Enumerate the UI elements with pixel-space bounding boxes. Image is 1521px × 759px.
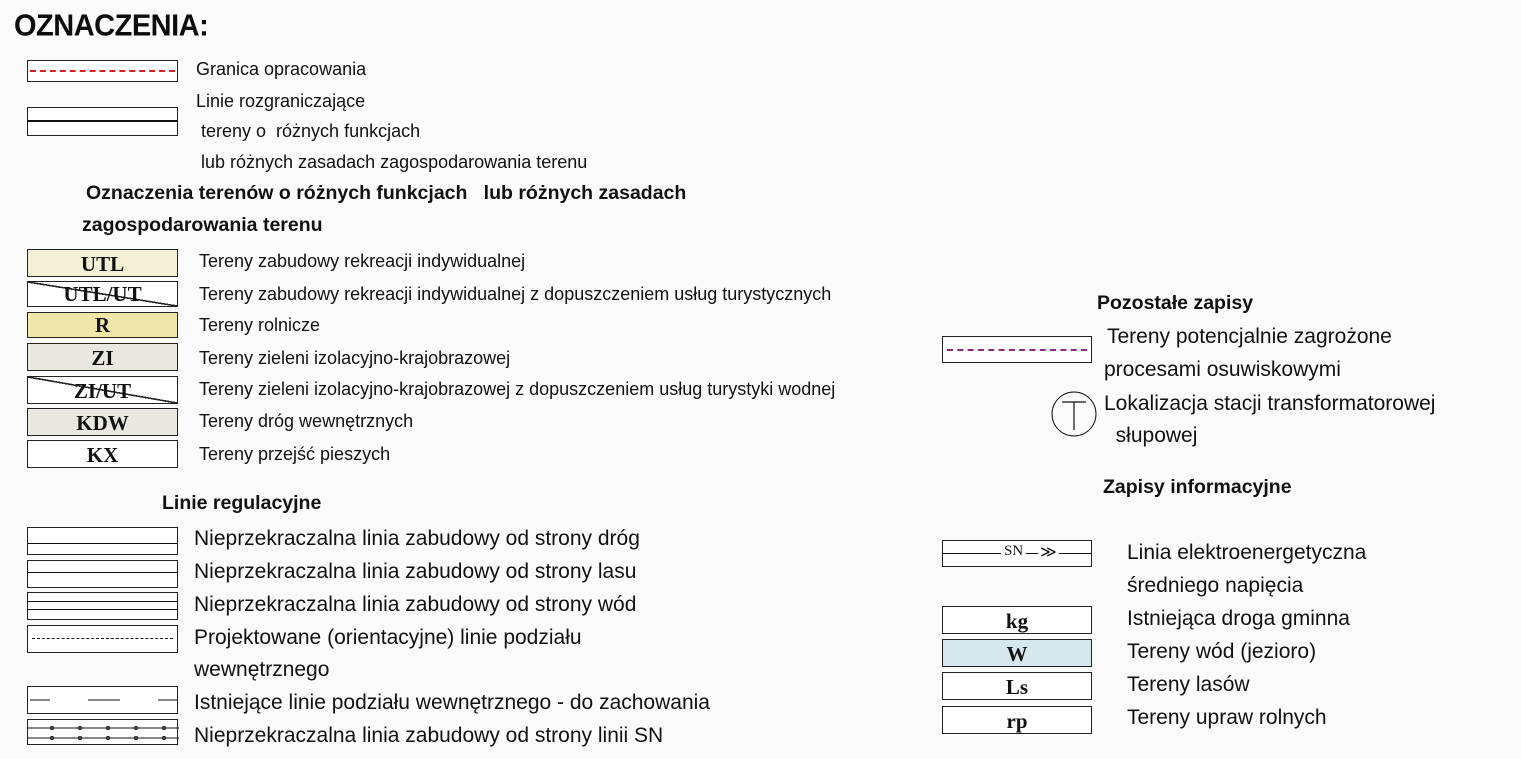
legend-title: OZNACZENIA: [14,9,209,43]
demarcation-label-2: tereny o różnych funkcjach [196,121,421,141]
zone-code-kx: KX [27,440,178,468]
transformer-station-icon [1050,390,1098,438]
other-header: Pozostałe zapisy [1097,292,1254,314]
zone-code-utl-ut: UTL/UT [27,281,178,307]
info-header: Zapisy informacyjne [1103,476,1292,498]
regulation-header: Linie regulacyjne [162,492,322,514]
zone-label-kdw: Tereny dróg wewnętrznych [199,411,414,431]
reg-line-forest-symbol [27,560,178,588]
zone-label-zi-ut: Tereny zieleni izolacyjno-krajobrazowej z dopuszczeniem usług turystyki wodnej [199,379,836,399]
boundary-symbol [27,60,178,82]
demarcation-label-1: Linie rozgraniczające [196,91,366,111]
zone-code-zi-ut: ZI/UT [27,376,178,404]
zone-code-kdw: KDW [27,408,178,436]
zone-label-zi: Tereny zieleni izolacyjno-krajobrazowej [199,348,511,368]
info-code-ls: Ls [942,672,1092,700]
demarcation-label-3: lub różnych zasadach zagospodarowania terenu [196,152,588,172]
transformer-label-2: słupowej [1104,424,1198,447]
reg-line-forest-label: Nieprzekraczalna linia zabudowy od strony lasu [194,560,637,583]
existing-division-symbol [27,686,178,714]
info-code-rp: rp [942,706,1092,734]
info-code-kg: kg [942,606,1092,634]
projected-division-symbol [27,625,178,653]
reg-line-water-label: Nieprzekraczalna linia zabudowy od strony wód [194,593,637,616]
zone-label-utl: Tereny zabudowy rekreacji indywidualnej [199,251,526,271]
zones-header-line1: Oznaczenia terenów o różnych funkcjach lub różnych zasadach [86,182,687,204]
zone-label-kx: Tereny przejść pieszych [199,444,391,464]
zone-code-zi: ZI [27,343,178,371]
demarcation-symbol [27,107,178,136]
power-line-arrow-icon: ≫ [1040,544,1057,561]
power-line-symbol [942,540,1092,567]
existing-division-label: Istniejące linie podziału wewnętrznego - do zachowania [194,691,710,714]
reg-line-roads-label: Nieprzekraczalna linia zabudowy od strony dróg [194,527,640,550]
info-label-ls: Tereny lasów [1127,673,1250,696]
reg-line-roads-symbol [27,527,178,555]
projected-division-label-1: Projektowane (orientacyjne) linie podziału [194,626,582,649]
reg-line-sn-symbol [27,719,178,745]
power-line-code: SN [1001,543,1026,560]
zone-code-utl: UTL [27,249,178,277]
zone-label-r: Tereny rolnicze [199,315,321,335]
reg-line-water-symbol [27,592,178,620]
info-label-kg: Istniejąca droga gminna [1127,607,1350,630]
zone-label-utl-ut: Tereny zabudowy rekreacji indywidualnej z dopuszczeniem usług turystycznych [199,284,832,304]
power-line-label-1: Linia elektroenergetyczna [1127,541,1367,564]
transformer-label-1: Lokalizacja stacji transformatorowej [1104,392,1436,415]
zone-code-r: R [27,312,178,338]
power-line-label-2: średniego napięcia [1127,574,1304,597]
landslide-label-1: Tereny potencjalnie zagrożone [1107,325,1392,348]
projected-division-label-2: wewnętrznego [194,658,330,681]
landslide-label-2: procesami osuwiskowymi [1104,358,1341,381]
info-label-w: Tereny wód (jezioro) [1127,640,1317,663]
zones-header-line2: zagospodarowania terenu [82,214,323,236]
info-label-rp: Tereny upraw rolnych [1127,706,1327,729]
landslide-symbol [942,336,1092,363]
info-code-w: W [942,639,1092,667]
reg-line-sn-label: Nieprzekraczalna linia zabudowy od strony linii SN [194,724,664,747]
boundary-label: Granica opracowania [196,59,367,79]
